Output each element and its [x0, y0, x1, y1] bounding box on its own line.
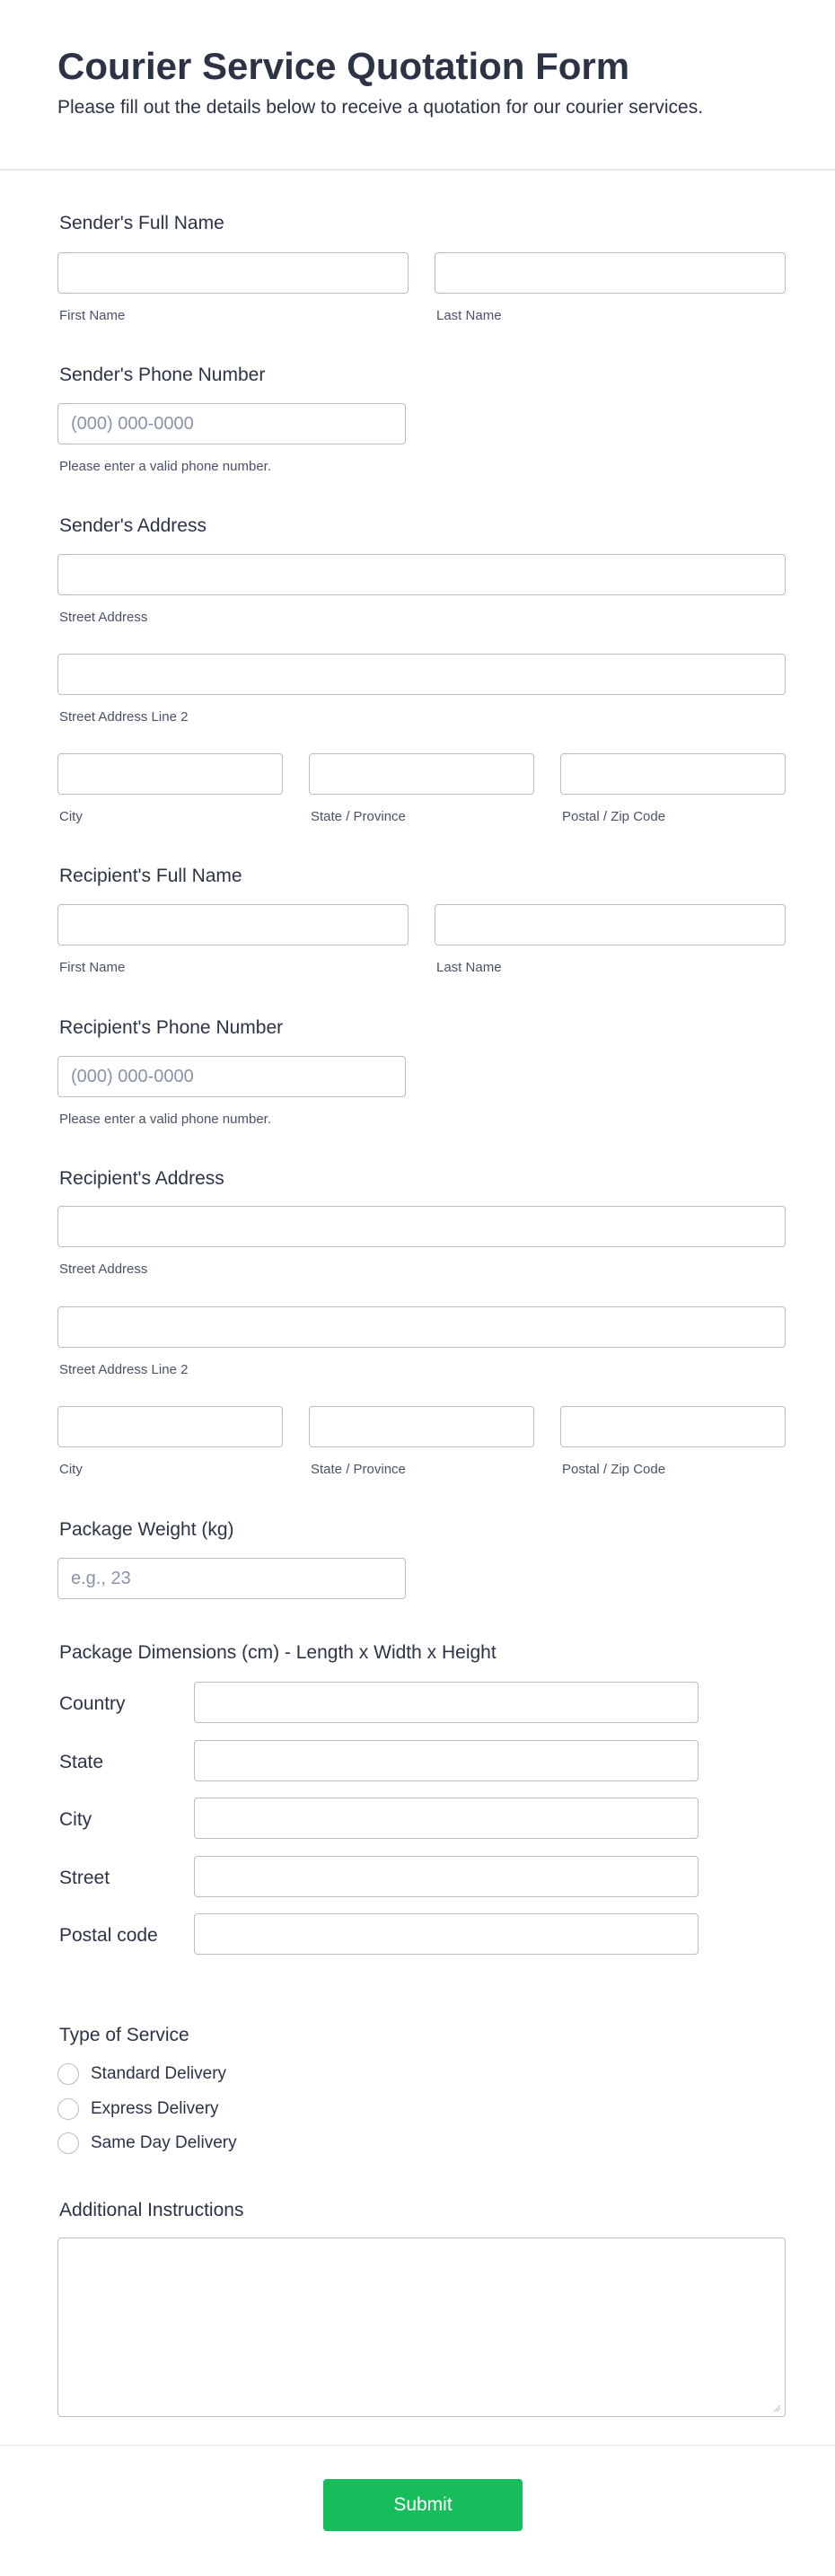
recipient-state-sublabel: State / Province — [311, 1462, 406, 1477]
dimension-city-input[interactable] — [194, 1798, 699, 1839]
sender-last-name-sublabel: Last Name — [436, 308, 502, 323]
radio-label-express-delivery[interactable]: Express Delivery — [91, 2099, 219, 2118]
sender-state-sublabel: State / Province — [311, 809, 406, 824]
recipient-phone-label: Recipient's Phone Number — [59, 1017, 284, 1038]
dimension-row-label-postal-code: Postal code — [59, 1925, 158, 1946]
recipient-last-name-sublabel: Last Name — [436, 960, 502, 975]
sender-last-name-input[interactable] — [435, 252, 786, 294]
recipient-city-sublabel: City — [59, 1462, 83, 1477]
instructions-label: Additional Instructions — [59, 2200, 244, 2220]
recipient-name-label: Recipient's Full Name — [59, 866, 242, 886]
form-subtitle: Please fill out the details below to receive a quotation for our courier services. — [57, 97, 704, 118]
radio-label-same-day-delivery[interactable]: Same Day Delivery — [91, 2133, 237, 2152]
radio-standard-delivery[interactable] — [57, 2063, 79, 2085]
recipient-last-name-input[interactable] — [435, 904, 786, 945]
dimension-row-label-country: Country — [59, 1693, 126, 1714]
footer-divider — [0, 2445, 835, 2446]
sender-postal-sublabel: Postal / Zip Code — [562, 809, 666, 824]
sender-street-sublabel: Street Address — [59, 610, 148, 625]
sender-street2-input[interactable] — [57, 654, 786, 695]
sender-city-input[interactable] — [57, 753, 283, 795]
submit-button[interactable]: Submit — [323, 2479, 523, 2531]
instructions-textarea[interactable] — [57, 2238, 786, 2417]
recipient-city-input[interactable] — [57, 1406, 283, 1447]
sender-street-input[interactable] — [57, 554, 786, 595]
recipient-street2-input[interactable] — [57, 1306, 786, 1348]
recipient-first-name-sublabel: First Name — [59, 960, 126, 975]
sender-phone-label: Sender's Phone Number — [59, 365, 266, 385]
dimension-country-input[interactable] — [194, 1682, 699, 1723]
sender-street2-sublabel: Street Address Line 2 — [59, 709, 189, 725]
dimension-row-label-city: City — [59, 1809, 92, 1830]
radio-same-day-delivery[interactable] — [57, 2132, 79, 2154]
package-weight-input[interactable] — [57, 1558, 406, 1599]
package-dimensions-label: Package Dimensions (cm) - Length x Width x Height — [59, 1642, 497, 1663]
service-type-label: Type of Service — [59, 2025, 189, 2045]
sender-phone-hint: Please enter a valid phone number. — [59, 459, 271, 474]
sender-first-name-sublabel: First Name — [59, 308, 126, 323]
sender-postal-input[interactable] — [560, 753, 786, 795]
sender-city-sublabel: City — [59, 809, 83, 824]
sender-phone-input[interactable] — [57, 403, 406, 444]
recipient-street-sublabel: Street Address — [59, 1262, 148, 1277]
sender-name-label: Sender's Full Name — [59, 213, 224, 233]
recipient-street2-sublabel: Street Address Line 2 — [59, 1362, 189, 1377]
dimension-row-label-state: State — [59, 1752, 104, 1772]
dimension-row-label-street: Street — [59, 1868, 110, 1888]
resize-grip-icon[interactable] — [772, 2404, 781, 2413]
recipient-street-input[interactable] — [57, 1206, 786, 1247]
recipient-phone-input[interactable] — [57, 1056, 406, 1097]
recipient-first-name-input[interactable] — [57, 904, 409, 945]
form-header — [0, 0, 835, 171]
recipient-postal-input[interactable] — [560, 1406, 786, 1447]
dimension-state-input[interactable] — [194, 1740, 699, 1781]
form-title: Courier Service Quotation Form — [57, 45, 630, 87]
recipient-postal-sublabel: Postal / Zip Code — [562, 1462, 666, 1477]
radio-label-standard-delivery[interactable]: Standard Delivery — [91, 2064, 227, 2083]
sender-first-name-input[interactable] — [57, 252, 409, 294]
recipient-address-label: Recipient's Address — [59, 1168, 224, 1189]
recipient-state-input[interactable] — [309, 1406, 534, 1447]
radio-express-delivery[interactable] — [57, 2098, 79, 2120]
dimension-street-input[interactable] — [194, 1856, 699, 1897]
sender-address-label: Sender's Address — [59, 515, 207, 536]
sender-state-input[interactable] — [309, 753, 534, 795]
recipient-phone-hint: Please enter a valid phone number. — [59, 1112, 271, 1127]
dimension-postal-code-input[interactable] — [194, 1913, 699, 1955]
package-weight-label: Package Weight (kg) — [59, 1519, 234, 1540]
